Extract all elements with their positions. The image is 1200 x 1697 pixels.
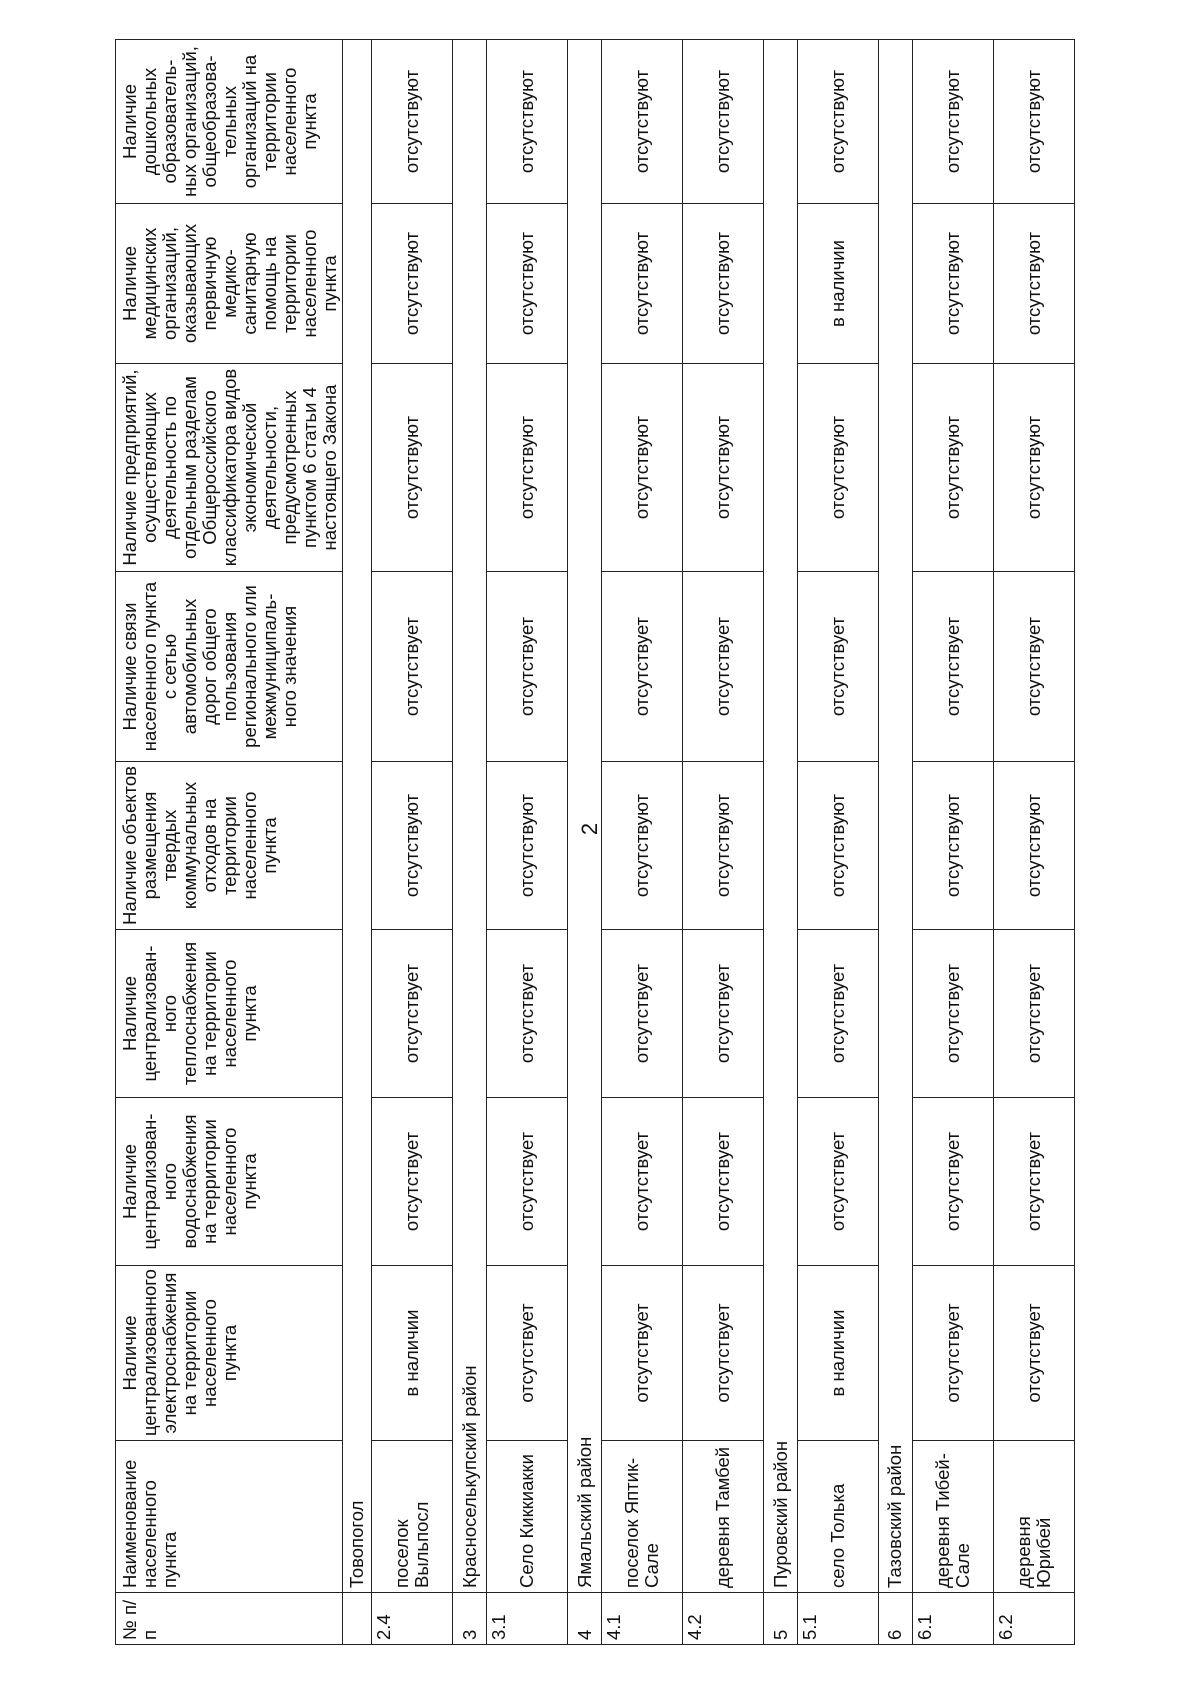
cell-value: отсутствуют	[372, 40, 453, 204]
header-medical: Наличие медицинских организаций, оказывающих первичную медико-санитарную помощь на территории населенного пункта	[116, 204, 343, 364]
header-name: Наименование населенного пункта	[116, 1441, 343, 1593]
cell-value: отсутствуют	[683, 364, 764, 572]
row-num: 6.1	[912, 1593, 993, 1645]
cell-value: отсутствует	[797, 572, 878, 762]
row-num: 2.4	[372, 1593, 453, 1645]
settlement-name: деревня Тибей-Сале	[912, 1441, 993, 1593]
cell-value: отсутствует	[993, 1098, 1074, 1266]
table-row	[993, 40, 1074, 1645]
cell-value: отсутствует	[912, 930, 993, 1098]
cell-value: отсутствует	[993, 572, 1074, 762]
header-education: Наличие дошкольных образователь-ных организаций, общеобразова-тельных организаций на территории населенного пункта	[116, 40, 343, 204]
cell-value: отсутствует	[372, 572, 453, 762]
region-row	[453, 40, 487, 1645]
region-name: Ямальский район	[568, 40, 602, 1593]
settlement-name: поселок Выльпосл	[372, 1441, 453, 1593]
row-num: 3.1	[487, 1593, 568, 1645]
region-num: 5	[764, 1593, 798, 1645]
cell-value: отсутствуют	[372, 364, 453, 572]
region-num: 3	[453, 1593, 487, 1645]
settlement-name: деревня Юрибей	[993, 1441, 1074, 1593]
region-row	[879, 40, 913, 1645]
cell-value: отсутствуют	[993, 364, 1074, 572]
region-name: Красноселькупский район	[453, 40, 487, 1593]
settlement-name: деревня Тамбей	[683, 1441, 764, 1593]
cell-value: отсутствуют	[993, 204, 1074, 364]
region-row	[568, 40, 602, 1645]
cell-value: отсутствуют	[601, 40, 682, 204]
cell-value: отсутствуют	[487, 40, 568, 204]
cell-value: в наличии	[797, 1266, 878, 1441]
cell-value: отсутствует	[372, 1098, 453, 1266]
cell-value: отсутствует	[601, 1266, 682, 1441]
cell-value: отсутствует	[487, 1266, 568, 1441]
cell-value: отсутствует	[683, 930, 764, 1098]
cell-value: отсутствуют	[797, 364, 878, 572]
header-waste: Наличие объектов размещения твердых коммунальных отходов на территории населенного пункта	[116, 762, 343, 930]
cell-value: отсутствуют	[993, 40, 1074, 204]
cell-value: отсутствует	[912, 1266, 993, 1441]
cell-value: отсутствуют	[372, 204, 453, 364]
header-num: № п/п	[116, 1593, 343, 1645]
region-num: 4	[568, 1593, 602, 1645]
cell-value: отсутствует	[487, 572, 568, 762]
row-num: 5.1	[797, 1593, 878, 1645]
cell-value: отсутствует	[601, 930, 682, 1098]
row-num: 6.2	[993, 1593, 1074, 1645]
cell-value: отсутствуют	[797, 40, 878, 204]
cell-value: отсутствует	[993, 930, 1074, 1098]
cell-value: отсутствует	[487, 930, 568, 1098]
header-electricity: Наличие централизованного электроснабжения на территории населенного пункта	[116, 1266, 343, 1441]
table-row	[372, 40, 453, 1645]
header-roads: Наличие связи населенного пункта с сетью автомобильных дорог общего пользования регионального или межмуниципаль-ного значения	[116, 572, 343, 762]
cell-value: отсутствуют	[912, 762, 993, 930]
cell-value: отсутствуют	[372, 762, 453, 930]
cell-value: отсутствует	[683, 572, 764, 762]
settlement-name: поселок Яптик-Сале	[601, 1441, 682, 1593]
row-num: 4.2	[683, 1593, 764, 1645]
cell-value: отсутствует	[683, 1266, 764, 1441]
table-row	[797, 40, 878, 1645]
rotated-table-wrapper	[115, 40, 1075, 1645]
cell-value: в наличии	[797, 204, 878, 364]
settlement-name: Село Киккиакки	[487, 1441, 568, 1593]
continuation-label: Товопогол	[343, 40, 372, 1593]
header-row	[116, 40, 343, 1645]
region-num: 6	[879, 1593, 913, 1645]
cell-value: отсутствует	[912, 1098, 993, 1266]
cell-value: отсутствует	[912, 572, 993, 762]
cell-value: отсутствуют	[601, 364, 682, 572]
page-number: 2	[577, 822, 603, 836]
header-enterprises: Наличие предприятий, осуществляющих деятельность по отдельным разделам Общероссийского классификатора видов экономической деятельности, предусмотренных пунктом 6 статьи 4 настоящего Закона	[116, 364, 343, 572]
cell-value: отсутствует	[601, 1098, 682, 1266]
cell-value: отсутствуют	[993, 762, 1074, 930]
cell-value: отсутствует	[372, 930, 453, 1098]
region-name: Пуровский район	[764, 40, 798, 1593]
settlements-table	[115, 39, 1075, 1645]
region-name: Тазовский район	[879, 40, 913, 1593]
header-heating: Наличие централизован-ного теплоснабжения на территории населенного пункта	[116, 930, 343, 1098]
cell-value: отсутствует	[487, 1098, 568, 1266]
cell-value: отсутствует	[797, 930, 878, 1098]
cell-value: отсутствуют	[912, 364, 993, 572]
table-row	[487, 40, 568, 1645]
continuation-row	[343, 40, 372, 1645]
cell-value: отсутствуют	[683, 204, 764, 364]
cell-value: отсутствует	[683, 1098, 764, 1266]
table-row	[601, 40, 682, 1645]
row-num: 4.1	[601, 1593, 682, 1645]
cell-value: отсутствуют	[683, 40, 764, 204]
cell-value: отсутствуют	[601, 204, 682, 364]
table-row	[912, 40, 993, 1645]
cell-value: отсутствуют	[487, 762, 568, 930]
cell-value: отсутствует	[601, 572, 682, 762]
cell-value: отсутствуют	[912, 40, 993, 204]
cell-value: отсутствуют	[797, 762, 878, 930]
cell-value: отсутствуют	[487, 364, 568, 572]
cell-value: отсутствует	[993, 1266, 1074, 1441]
region-row	[764, 40, 798, 1645]
header-water: Наличие централизован-ного водоснабжения на территории населенного пункта	[116, 1098, 343, 1266]
cell-value: отсутствуют	[601, 762, 682, 930]
table-row	[683, 40, 764, 1645]
cell-value: отсутствуют	[487, 204, 568, 364]
cell-value: отсутствуют	[683, 762, 764, 930]
cell-value: отсутствуют	[912, 204, 993, 364]
cell-value: в наличии	[372, 1266, 453, 1441]
cell-value: отсутствует	[797, 1098, 878, 1266]
settlement-name: село Толька	[797, 1441, 878, 1593]
